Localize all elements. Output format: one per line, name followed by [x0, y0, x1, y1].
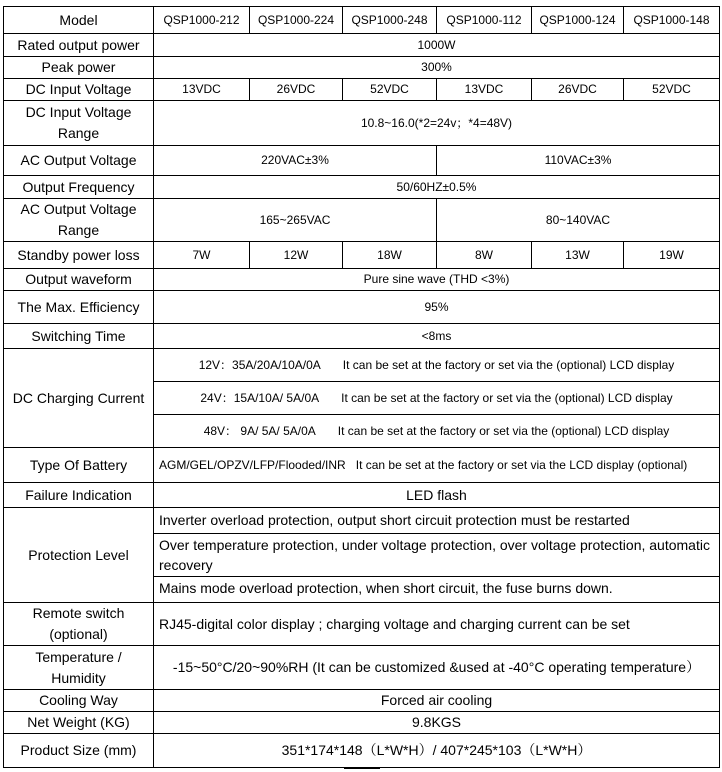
model-name: QSP1000-112	[437, 7, 532, 34]
protection-line: Mains mode overload protection, when short circuit, the fuse burns down.	[159, 580, 613, 596]
row-value: 80~140VAC	[437, 199, 720, 242]
row-label-line: (optional)	[49, 626, 108, 642]
row-label-line: DC Input Voltage	[25, 104, 132, 120]
battery-cell	[154, 448, 720, 483]
row-label: Rated output power	[4, 34, 154, 57]
row-value: <8ms	[154, 324, 720, 349]
row-label: Standby power loss	[4, 242, 154, 269]
bottom-divider	[344, 768, 380, 769]
table-row	[4, 34, 720, 57]
charging-values: 48V： 9A/ 5A/ 5A/0A	[203, 423, 316, 438]
row-label: Net Weight (KG)	[4, 712, 154, 734]
row-value: 10.8~16.0(*2=24v；*4=48V)	[154, 101, 720, 146]
row-value: 95%	[154, 291, 720, 324]
row-label-line: Remote switch	[32, 605, 125, 621]
table-row	[4, 646, 720, 690]
protection-line: Over temperature protection, under voltage protection, over voltage protection, automatic recovery	[154, 534, 719, 577]
row-value: 18W	[343, 242, 437, 269]
table-row	[4, 199, 720, 242]
model-name: QSP1000-248	[343, 7, 437, 34]
battery-types: AGM/GEL/OPZV/LFP/Flooded/INR	[159, 457, 346, 472]
row-value: 26VDC	[532, 79, 624, 101]
table-row	[4, 242, 720, 269]
row-value: LED flash	[154, 483, 720, 508]
row-value: 50/60HZ±0.5%	[154, 176, 720, 199]
row-value: 1000W	[154, 34, 720, 57]
row-label-line: Range	[57, 125, 100, 141]
model-name: QSP1000-212	[154, 7, 250, 34]
row-value: 351*174*148（L*W*H）/ 407*245*103（L*W*H）	[154, 734, 720, 768]
row-value: 12W	[250, 242, 343, 269]
row-value: Forced air cooling	[154, 690, 720, 712]
protection-line: Inverter overload protection, output short circuit protection must be restarted	[154, 509, 719, 534]
table-row	[4, 483, 720, 508]
row-label: Protection Level	[4, 508, 154, 603]
row-label: Switching Time	[4, 324, 154, 349]
row-label: Type Of Battery	[4, 448, 154, 483]
row-value: 13VDC	[154, 79, 250, 101]
charging-line	[154, 382, 719, 415]
table-row	[4, 57, 720, 79]
row-value: 13W	[532, 242, 624, 269]
table-row	[4, 448, 720, 483]
row-label-line: Humidity	[51, 669, 106, 686]
table-row	[4, 508, 720, 603]
row-value: 220VAC±3%	[154, 146, 437, 176]
row-value: 110VAC±3%	[437, 146, 720, 176]
row-label: Product Size (mm)	[4, 734, 154, 768]
row-value: 165~265VAC	[154, 199, 437, 242]
spec-table	[3, 6, 720, 768]
model-name: QSP1000-224	[250, 7, 343, 34]
model-name: QSP1000-148	[624, 7, 720, 34]
table-row	[4, 269, 720, 291]
row-label: Cooling Way	[4, 690, 154, 712]
charging-note: It can be set at the factory or set via the (optional) LCD display	[337, 423, 670, 438]
row-value: 8W	[437, 242, 532, 269]
protection-cell	[154, 508, 720, 603]
row-value: RJ45-digital color display ; charging voltage and charging current can be set	[154, 603, 720, 646]
row-label: Output Frequency	[4, 176, 154, 199]
row-label-line: Range	[57, 222, 100, 238]
row-label: Peak power	[4, 57, 154, 79]
charging-values: 24V：15A/10A/ 5A/0A	[200, 390, 320, 405]
table-row	[4, 101, 720, 146]
row-value: 52VDC	[624, 79, 720, 101]
charging-current-cell	[154, 349, 720, 448]
row-value: 26VDC	[250, 79, 343, 101]
model-name: QSP1000-124	[532, 7, 624, 34]
table-row	[4, 324, 720, 349]
charging-note: It can be set at the factory or set via the (optional) LCD display	[341, 390, 673, 405]
table-row	[4, 734, 720, 768]
row-value: 7W	[154, 242, 250, 269]
table-row	[4, 712, 720, 734]
battery-note: It can be set at the factory or set via the LCD display (optional)	[355, 457, 688, 472]
row-label	[4, 199, 154, 242]
charging-line	[154, 349, 719, 382]
row-label	[4, 646, 154, 690]
row-value: 9.8KGS	[154, 712, 720, 734]
row-label: AC Output Voltage	[4, 146, 154, 176]
table-row	[4, 79, 720, 101]
header-model-label: Model	[4, 7, 154, 34]
row-label: DC Charging Current	[4, 349, 154, 448]
row-label: Failure Indication	[4, 483, 154, 508]
row-value: Pure sine wave (THD <3%)	[154, 269, 720, 291]
row-value: 19W	[624, 242, 720, 269]
row-label-line: AC Output Voltage	[20, 201, 137, 217]
row-label: DC Input Voltage	[4, 79, 154, 101]
charging-values: 12V：35A/20A/10A/0A	[198, 357, 321, 372]
row-value: -15~50°C/20~90%RH (It can be customized &used at -40°C operating temperature）	[154, 646, 720, 690]
row-value: 13VDC	[437, 79, 532, 101]
table-row	[4, 291, 720, 324]
charging-note: It can be set at the factory or set via the (optional) LCD display	[342, 357, 675, 372]
header-row	[4, 7, 720, 34]
row-value: 52VDC	[343, 79, 437, 101]
table-row	[4, 349, 720, 448]
table-row	[4, 146, 720, 176]
row-label	[4, 603, 154, 646]
row-label-line: Temperature /	[35, 648, 122, 665]
row-label	[4, 101, 154, 146]
row-value: 300%	[154, 57, 720, 79]
row-label: The Max. Efficiency	[4, 291, 154, 324]
row-label: Output waveform	[4, 269, 154, 291]
table-row	[4, 176, 720, 199]
table-row	[4, 690, 720, 712]
charging-line	[154, 415, 719, 447]
table-row	[4, 603, 720, 646]
